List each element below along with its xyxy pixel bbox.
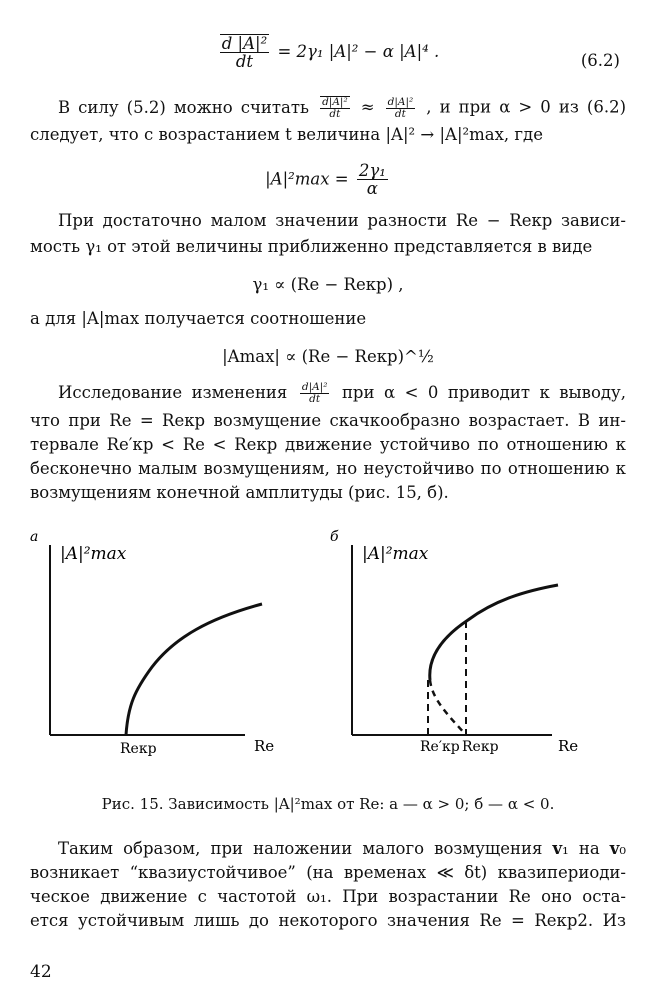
paragraph4-line4: бесконечно малым возмущениям, но неустойчиво по отношению к xyxy=(30,459,626,478)
p1-frac2-num: d|A|² xyxy=(387,95,414,108)
paragraph5-line4: ется устойчивым лишь до некоторого значения Re = Reкр2. Из xyxy=(30,911,626,930)
panel-a-xlabel: Re xyxy=(254,737,275,755)
eq62-numerator: d |A|² xyxy=(221,34,268,53)
panel-b xyxy=(330,529,578,755)
p4-frac xyxy=(300,382,330,405)
panel-a-label: а xyxy=(30,529,39,545)
p1-frac1 xyxy=(320,96,350,120)
eq62-denominator: dt xyxy=(235,52,254,72)
paragraph1-line1 xyxy=(30,96,626,120)
figure-caption: Рис. 15. Зависимость |A|²max от Re: а — α > 0; б — α < 0. xyxy=(101,795,555,813)
p4-frac-den: dt xyxy=(309,393,321,406)
panel-b-xlabel: Re xyxy=(558,737,579,755)
eq-amax-lhs: |A|²max = xyxy=(265,169,349,189)
paragraph4-line1 xyxy=(30,382,626,405)
panel-a-ylabel: |A|²max xyxy=(60,544,127,564)
paragraph4-line5: возмущениям конечной амплитуды (рис. 15, б). xyxy=(30,483,449,502)
equation-6-2 xyxy=(0,34,656,86)
p1-line1-start: В силу (5.2) можно считать xyxy=(58,97,309,117)
paragraph4-line3: тервале Re′кр < Re < Reкр движение устойчиво по отношению к xyxy=(30,435,626,454)
paragraph1-line2: следует, что с возрастанием t величина |A|² → |A|²max, где xyxy=(30,125,543,144)
panel-b-label: б xyxy=(330,529,339,545)
equation-amax-sq xyxy=(0,162,656,206)
p1-frac1-den: dt xyxy=(329,108,341,121)
panel-b-tick2: Reкр xyxy=(462,739,499,755)
panel-b-upper-branch xyxy=(430,585,558,680)
eq62-rhs: = 2γ₁ |A|² − α |A|⁴ . xyxy=(277,41,440,61)
p1-frac2-den: dt xyxy=(394,107,406,120)
eq-amax-den: α xyxy=(366,179,378,199)
equation-amax: |Amax| ∝ (Re − Reкр)^½ xyxy=(222,347,434,366)
paragraph5-line3: ческое движение с частотой ω₁. При возрастании Re оно оста- xyxy=(30,887,626,906)
paragraph2-line1: При достаточно малом значении разности Re − Reкр зависи- xyxy=(58,211,626,230)
panel-a xyxy=(30,529,274,757)
p1-frac1-num: d|A|² xyxy=(322,96,348,108)
paragraph4-line2: что при Re = Reкр возмущение скачкообразно возрастает. В ин- xyxy=(30,411,626,430)
eq-amax-fraction xyxy=(357,162,388,198)
eq62-fraction xyxy=(220,34,269,71)
paragraph3: а для |A|max получается соотношение xyxy=(30,309,367,328)
paragraph2-line2: мость γ₁ от этой величины приближенно представляется в виде xyxy=(30,237,593,256)
figure-15 xyxy=(0,525,656,775)
p4-line1-start: Исследование изменения xyxy=(58,383,288,403)
panel-b-ylabel: |A|²max xyxy=(362,544,429,564)
p4-frac-num: d|A|² xyxy=(301,381,328,393)
panel-a-curve xyxy=(126,604,262,735)
panel-b-tick1: Re′кр xyxy=(420,739,460,755)
paragraph5-line2: возникает “квазиустойчивое” (на временах ≪ δt) квазипериоди- xyxy=(30,863,626,882)
panel-b-unstable-branch xyxy=(430,680,466,735)
panel-a-tick: Reкр xyxy=(120,741,157,757)
p1-line1-end: , и при α > 0 из (6.2) xyxy=(426,97,627,117)
p4-line1-end: при α < 0 приводит к выводу, xyxy=(341,383,627,403)
eq62-number: (6.2) xyxy=(580,51,620,70)
page-number: 42 xyxy=(30,962,52,982)
equation-gamma: γ₁ ∝ (Re − Reкр) , xyxy=(252,275,404,294)
paragraph5-line1: Таким образом, при наложении малого возмущения v₁ на v₀ xyxy=(58,839,626,858)
p1-frac2 xyxy=(386,97,416,120)
p1-approx: ≈ xyxy=(360,97,375,117)
eq-amax-num: 2γ₁ xyxy=(358,161,386,180)
